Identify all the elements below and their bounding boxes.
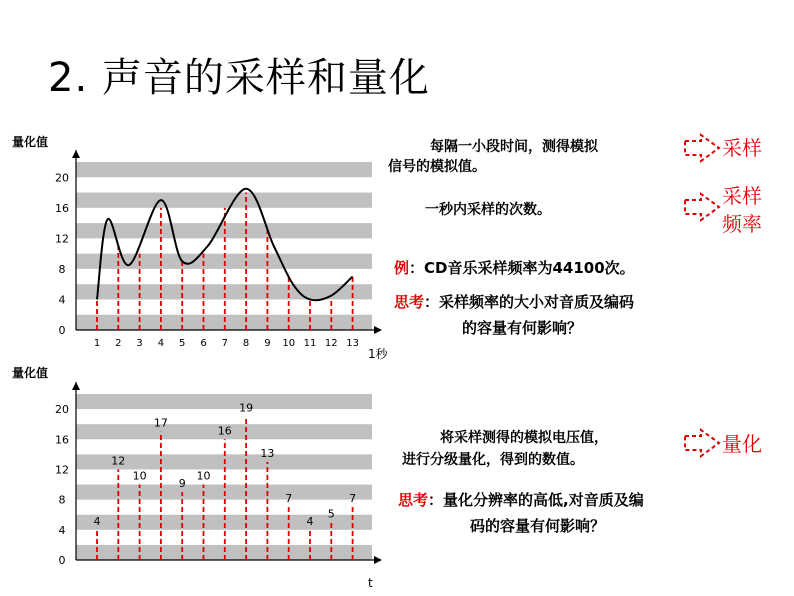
chart1-x-tick-label: 12 — [324, 338, 338, 349]
bottom-x-axis-label: t — [368, 576, 373, 590]
chart1-x-tick-label: 11 — [303, 338, 317, 349]
chart2-band — [76, 394, 372, 409]
chart1-x-tick-label: 7 — [221, 338, 228, 349]
chart1-y-tick-label: 20 — [55, 171, 69, 185]
chart2-value-label: 12 — [111, 454, 126, 468]
chart1-x-tick-label: 4 — [157, 338, 165, 349]
sampling-rate-label-1: 采样 — [722, 184, 762, 208]
chart1-x-tick-label: 10 — [282, 338, 296, 349]
chart2-value-label: 9 — [178, 477, 186, 491]
sampling-label: 采样 — [722, 136, 762, 160]
chart1-x-tick-label: 8 — [242, 338, 250, 349]
example-text: ：CD音乐采样频率为44100次。 — [409, 259, 635, 277]
chart2-y-tick-label: 0 — [58, 554, 66, 567]
sampling-arrow-icon — [683, 133, 723, 163]
chart2-x-arrow — [374, 556, 382, 564]
chart1-x-tick-label: 3 — [136, 338, 143, 349]
bottom-y-axis-label: 量化值 — [12, 366, 49, 380]
chart1-y-tick-label: 16 — [55, 201, 69, 215]
chart2-value-label: 5 — [327, 507, 335, 521]
chart1-x-tick-label: 5 — [179, 338, 186, 349]
sampling-desc-line1: 每隔一小段时间，测得模拟 — [430, 139, 598, 155]
chart1-x-tick-label: 6 — [200, 338, 207, 349]
chart1-y-tick-label: 8 — [58, 262, 66, 276]
chart2-value-label: 10 — [196, 469, 211, 483]
slide-title: 2. 声音的采样和量化 — [48, 55, 430, 101]
chart2-y-arrow — [72, 382, 80, 390]
quantize-desc-line1: 将采样测得的模拟电压值， — [440, 430, 608, 446]
quantize-desc-line2: 进行分级量化，得到的数值。 — [402, 452, 584, 468]
chart2-y-tick-label: 8 — [58, 493, 66, 507]
chart2-value-label: 19 — [239, 401, 254, 415]
example-label: 例 — [394, 259, 410, 277]
think2-line1 — [398, 490, 644, 510]
chart1-band — [76, 193, 372, 208]
chart2-value-label: 10 — [132, 469, 147, 483]
chart1-band — [76, 162, 372, 177]
chart1-x-tick-label: 1 — [93, 338, 101, 349]
sampling-rate-desc: 一秒内采样的次数。 — [425, 202, 551, 218]
think1-text: ：采样频率的大小对音质及编码 — [424, 293, 635, 311]
chart2-value-label: 7 — [285, 492, 293, 506]
chart2-y-tick-label: 4 — [58, 523, 66, 537]
chart1-y-tick-label: 12 — [55, 232, 69, 246]
chart1-y-tick-label: 0 — [58, 324, 66, 337]
think2-line2: 码的容量有何影响？ — [470, 517, 606, 535]
sampling-rate-arrow-icon — [683, 192, 723, 222]
chart1-y-tick-label: 4 — [58, 293, 66, 307]
think2-label: 思考 — [398, 491, 429, 509]
think1-line1 — [394, 292, 634, 312]
chart1-y-arrow — [72, 150, 80, 158]
chart2-value-label: 7 — [349, 492, 357, 506]
think2-text: ：量化分辨率的高低,对音质及编 — [428, 491, 644, 509]
chart2-y-tick-label: 20 — [55, 403, 69, 417]
chart2-y-tick-label: 12 — [55, 463, 69, 477]
sampling-desc-line2: 信号的模拟值。 — [388, 159, 486, 175]
chart1-x-tick-label: 2 — [115, 338, 122, 349]
chart2-value-label: 4 — [306, 514, 314, 528]
chart1-x-tick-label: 9 — [264, 338, 271, 349]
sampling-rate-label-2: 频率 — [722, 212, 762, 236]
chart1-x-tick-label: 13 — [346, 338, 359, 349]
top-x-axis-label: 1秒 — [368, 347, 388, 361]
chart2-value-label: 17 — [153, 416, 168, 430]
example-line — [394, 258, 635, 278]
think1-label: 思考 — [394, 293, 425, 311]
quantize-label: 量化 — [722, 432, 762, 456]
chart2-value-label: 4 — [93, 514, 101, 528]
top-y-axis-label: 量化值 — [12, 135, 49, 149]
chart1-x-arrow — [374, 326, 382, 334]
think1-line2: 的容量有何影响？ — [462, 319, 583, 337]
chart2-value-label: 13 — [260, 446, 275, 460]
chart2-value-label: 16 — [217, 424, 232, 438]
quantize-arrow-icon — [683, 428, 723, 458]
chart2-y-tick-label: 16 — [55, 433, 69, 447]
